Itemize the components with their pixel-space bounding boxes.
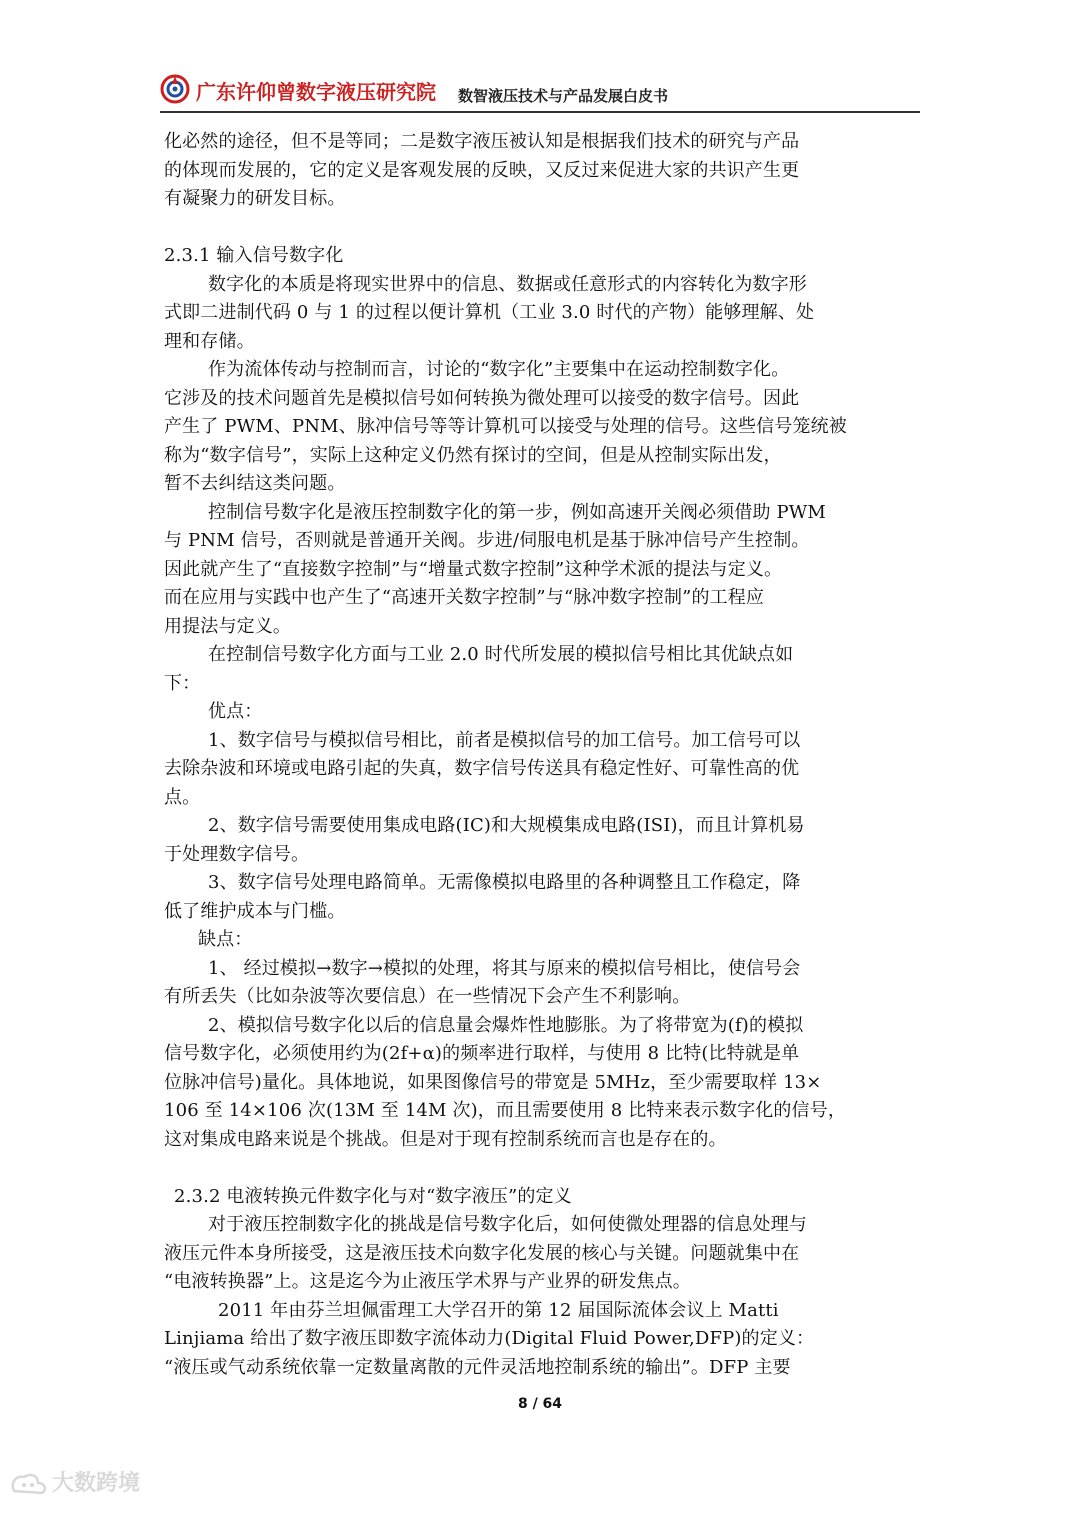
watermark-text: 大数跨境 (52, 1471, 141, 1496)
text-line: 对于液压控制数字化的挑战是信号数字化后，如何使微处理器的信息处理与 (208, 1214, 807, 1235)
institute-name: 广东许仰曾数字液压研究院 (196, 80, 436, 104)
text-line: 去除杂波和环境或电路引起的失真，数字信号传送具有稳定性好、可靠性高的优 (164, 758, 800, 779)
text-line: “电液转换器”上。这是迄今为止液压学术界与产业界的研发焦点。 (164, 1271, 691, 1292)
text-line: 下： (164, 672, 201, 694)
list-heading-disadvantages: 缺点： (198, 929, 253, 950)
page-header (160, 74, 920, 108)
list-item: 2、模拟信号数字化以后的信息量会爆炸性地膨胀。为了将带宽为(f)的模拟 (208, 1014, 804, 1036)
watermark-logo-icon (8, 1471, 52, 1497)
text-line: 理和存储。 (164, 330, 255, 352)
text-line: 因此就产生了“直接数字控制”与“增量式数字控制”这种学术派的提法与定义。 (164, 558, 783, 580)
text-line: 称为“数字信号”，实际上这种定义仍然有探讨的空间，但是从控制实际出发， (164, 444, 782, 466)
text-line: 低了维护成本与门槛。 (164, 900, 346, 922)
text-line: 用提法与定义。 (164, 615, 292, 637)
text-line: 在控制信号数字化方面与工业 2.0 时代所发展的模拟信号相比其优缺点如 (208, 644, 794, 665)
text-line: 暂不去纠结这类问题。 (164, 473, 346, 494)
text-line: 它涉及的技术问题首先是模拟信号如何转换为微处理可以接受的数字信号。因此 (164, 387, 800, 409)
section-heading-2-3-2: 2.3.2 电液转换元件数字化与对“数字液压”的定义 (174, 1185, 572, 1207)
text-line: “液压或气动系统依靠一定数量离散的元件灵活地控制系统的输出”。DFP 主要 (164, 1356, 791, 1378)
text-line: 数字化的本质是将现实世界中的信息、数据或任意形式的内容转化为数字形 (208, 273, 807, 295)
list-item: 2、数字信号需要使用集成电路(IC)和大规模集成电路(ISI)，而且计算机易 (208, 815, 805, 836)
section-heading-2-3-1: 2.3.1 输入信号数字化 (164, 245, 344, 266)
text-line: 而在应用与实践中也产生了“高速开关数字控制”与“脉冲数字控制”的工程应 (164, 587, 765, 608)
page-number: 8 / 64 (517, 1396, 563, 1412)
text-line: Linjiama 给出了数字液压即数字流体动力(Digital Fluid Power,DFP)的定义： (164, 1328, 815, 1349)
list-item: 1、 经过模拟→数字→模拟的处理，将其与原来的模拟信号相比，使信号会 (208, 957, 801, 979)
text-line: 作为流体传动与控制而言，讨论的“数字化”主要集中在运动控制数字化。 (208, 359, 790, 380)
text-line: 化必然的途径，但不是等同；二是数字液压被认知是根据我们技术的研究与产品 (164, 131, 800, 152)
text-line: 与 PNM 信号，否则就是普通开关阀。步进/伺服电机是基于脉冲信号产生控制。 (164, 530, 810, 551)
text-line: 液压元件本身所接受，这是液压技术向数字化发展的核心与关键。问题就集中在 (164, 1242, 800, 1264)
body-text (164, 128, 916, 1382)
list-heading-advantages: 优点： (208, 701, 263, 722)
watermark (8, 1466, 140, 1497)
text-line: 位脉冲信号)量化。具体地说，如果图像信号的带宽是 5MHz，至少需要取样 13× (164, 1071, 822, 1093)
list-item: 1、数字信号与模拟信号相比，前者是模拟信号的加工信号。加工信号可以 (208, 729, 801, 751)
text-line: 2011 年由芬兰坦佩雷理工大学召开的第 12 届国际流体会议上 Matti (218, 1299, 779, 1321)
text-line: 控制信号数字化是液压控制数字化的第一步，例如高速开关阀必须借助 PWM (208, 501, 827, 523)
book-title: 数智液压技术与产品发展白皮书 (458, 87, 669, 105)
blank-line (164, 1154, 916, 1183)
text-line: 106 至 14×106 次(13M 至 14M 次)，而且需要使用 8 比特来表示数字化的信号， (164, 1100, 846, 1121)
header-divider (160, 111, 920, 113)
text-line: 有凝聚力的研发目标。 (164, 188, 346, 209)
text-line: 信号数字化，必须使用约为(2f+α)的频率进行取样，与使用 8 比特(比特就是单 (164, 1043, 800, 1064)
text-line: 式即二进制代码 0 与 1 的过程以便计算机（工业 3.0 时代的产物）能够理解、处 (164, 302, 815, 323)
text-line: 产生了 PWM、PNM、脉冲信号等等计算机可以接受与处理的信号。这些信号笼统被 (164, 416, 847, 437)
list-item: 3、数字信号处理电路简单。无需像模拟电路里的各种调整且工作稳定，降 (208, 872, 801, 893)
text-line: 点。 (164, 786, 201, 808)
text-line: 这对集成电路来说是个挑战。但是对于现有控制系统而言也是存在的。 (164, 1128, 727, 1150)
text-line: 有所丢失（比如杂波等次要信息）在一些情况下会产生不利影响。 (164, 986, 691, 1007)
blank-line (164, 214, 916, 243)
institute-logo-icon (160, 74, 190, 104)
text-line: 的体现而发展的，它的定义是客观发展的反映，又反过来促进大家的共识产生更 (164, 159, 800, 181)
text-line: 于处理数字信号。 (164, 843, 310, 865)
